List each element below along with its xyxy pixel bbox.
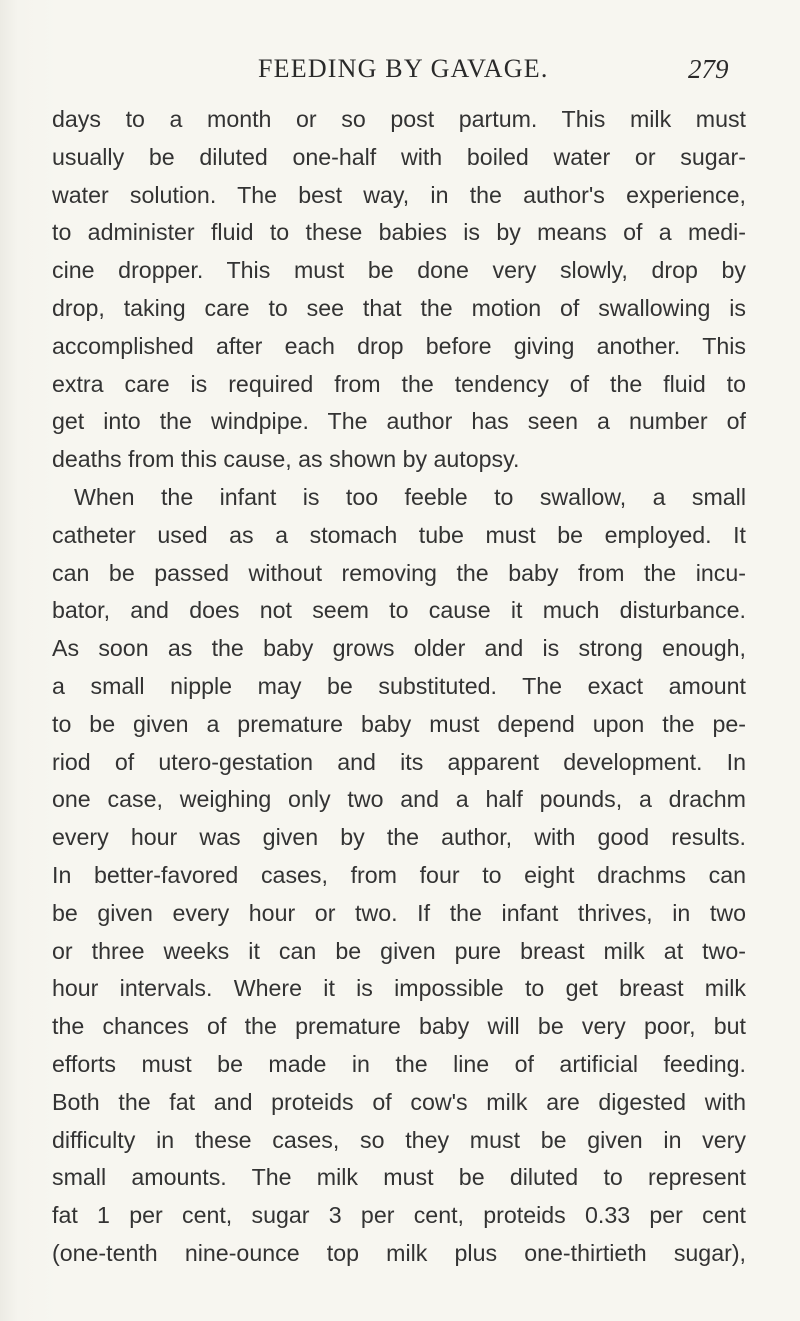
- text-line: water solution. The best way, in the author's experience,: [52, 181, 746, 208]
- text-line: efforts must be made in the line of artificial feeding.: [52, 1050, 746, 1077]
- text-line: drop, taking care to see that the motion of swallowing is: [52, 294, 746, 321]
- paragraph-start-line: When the infant is too feeble to swallow, a small: [74, 483, 746, 510]
- paragraph-end-line: deaths from this cause, as shown by autopsy.: [52, 446, 520, 473]
- text-line: be given every hour or two. If the infant thrives, in two: [52, 899, 746, 926]
- text-line: accomplished after each drop before giving another. This: [52, 332, 746, 359]
- text-line: every hour was given by the author, with good results.: [52, 824, 746, 851]
- text-line: Both the fat and proteids of cow's milk are digested with: [52, 1088, 746, 1115]
- body-text: [52, 101, 746, 1273]
- text-line: riod of utero-gestation and its apparent development. In: [52, 748, 746, 775]
- text-line: fat 1 per cent, sugar 3 per cent, proteids 0.33 per cent: [52, 1202, 746, 1229]
- text-line: catheter used as a stomach tube must be employed. It: [52, 521, 746, 548]
- text-line: get into the windpipe. The author has seen a number of: [52, 408, 746, 435]
- text-line: (one-tenth nine-ounce top milk plus one-thirtieth sugar),: [52, 1239, 746, 1266]
- running-head: FEEDING BY GAVAGE.: [258, 54, 549, 83]
- text-line: a small nipple may be substituted. The exact amount: [52, 672, 746, 699]
- text-line: As soon as the baby grows older and is strong enough,: [52, 635, 746, 662]
- text-line: extra care is required from the tendency of the fluid to: [52, 370, 746, 397]
- text-line: In better-favored cases, from four to eight drachms can: [52, 861, 746, 888]
- page-number: 279: [688, 54, 729, 84]
- text-line: the chances of the premature baby will be very poor, but: [52, 1013, 746, 1040]
- text-line: can be passed without removing the baby from the incu-: [52, 559, 746, 586]
- text-line: to be given a premature baby must depend upon the pe-: [52, 710, 746, 737]
- text-line: to administer fluid to these babies is by means of a medi-: [52, 219, 746, 246]
- text-line: days to a month or so post partum. This milk must: [52, 106, 746, 132]
- text-line: usually be diluted one-half with boiled water or sugar-: [52, 143, 746, 170]
- text-line: small amounts. The milk must be diluted to represent: [52, 1164, 746, 1191]
- text-line: difficulty in these cases, so they must be given in very: [52, 1126, 746, 1153]
- text-line: one case, weighing only two and a half pounds, a drachm: [52, 786, 746, 813]
- text-line: bator, and does not seem to cause it much disturbance.: [52, 597, 746, 624]
- text-line: cine dropper. This must be done very slowly, drop by: [52, 257, 746, 284]
- page-header: [0, 54, 800, 94]
- text-line: or three weeks it can be given pure breast milk at two-: [52, 937, 746, 964]
- text-line: hour intervals. Where it is impossible to get breast milk: [52, 975, 746, 1002]
